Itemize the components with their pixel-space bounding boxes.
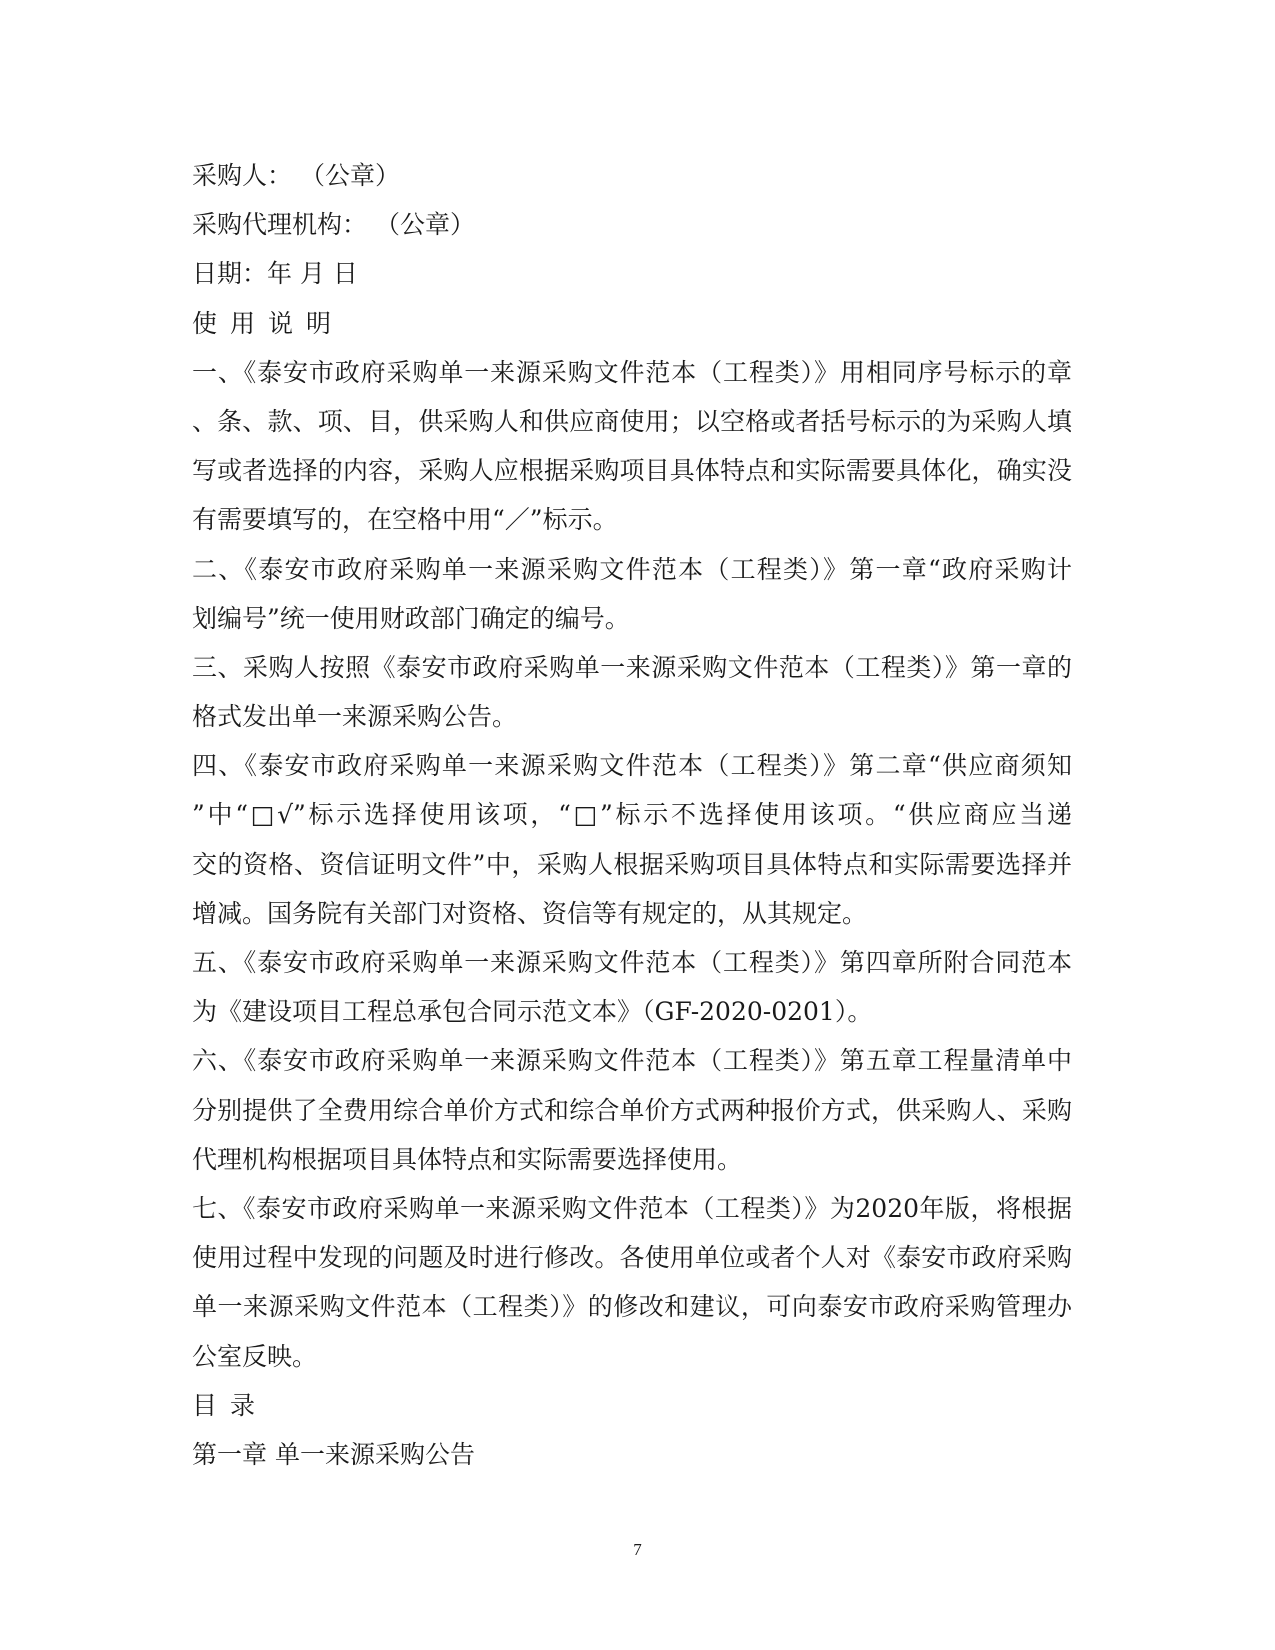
paragraph-line: 代理机构根据项目具体特点和实际需要选择使用。 <box>192 1144 743 1174</box>
toc-entry[interactable]: 第一章 单一来源采购公告 <box>192 1439 475 1469</box>
paragraph-line: 有需要填写的，在空格中用“／”标示。 <box>192 505 618 535</box>
paragraph-line: 、条、款、项、目，供采购人和供应商使用；以空格或者括号标示的为采购人填 <box>192 406 1072 436</box>
instruction-item-6 <box>192 1036 1072 1184</box>
toc-heading: 目录 <box>192 1390 269 1420</box>
paragraph-line: 写或者选择的内容，采购人应根据采购项目具体特点和实际需要具体化，确实没 <box>192 456 1072 486</box>
paragraph-line: 三、采购人按照《泰安市政府采购单一来源采购文件范本（工程类）》第一章的 <box>192 652 1072 682</box>
instruction-item-3 <box>192 643 1072 741</box>
paragraph-line: 增减。国务院有关部门对资格、资信等有规定的，从其规定。 <box>192 898 868 928</box>
paragraph-line: 划编号”统一使用财政部门确定的编号。 <box>192 603 630 633</box>
paragraph-line: 公室反映。 <box>192 1341 318 1371</box>
paragraph-line: 七、《泰安市政府采购单一来源采购文件范本（工程类）》为2020年版，将根据 <box>192 1193 1072 1223</box>
instruction-item-2 <box>192 545 1072 643</box>
paragraph-line: 一、《泰安市政府采购单一来源采购文件范本（工程类）》用相同序号标示的章 <box>192 357 1072 387</box>
page-number: 7 <box>633 1540 642 1559</box>
instruction-item-7 <box>192 1184 1072 1381</box>
paragraph-line: ”中“□√”标示选择使用该项，“□”标示不选择使用该项。“供应商应当递 <box>192 800 1072 830</box>
instruction-item-5 <box>192 938 1072 1036</box>
date-line: 日期：年 月 日 <box>192 259 358 289</box>
paragraph-line: 五、《泰安市政府采购单一来源采购文件范本（工程类）》第四章所附合同范本 <box>192 948 1072 977</box>
instruction-item-1 <box>192 348 1072 545</box>
paragraph-line: 二、《泰安市政府采购单一来源采购文件范本（工程类）》第一章“政府采购计 <box>192 554 1072 584</box>
paragraph-line: 四、《泰安市政府采购单一来源采购文件范本（工程类）》第二章“供应商须知 <box>192 751 1072 781</box>
paragraph-line: 六、《泰安市政府采购单一来源采购文件范本（工程类）》第五章工程量清单中 <box>192 1046 1072 1076</box>
instruction-item-4 <box>192 741 1072 938</box>
paragraph-line: 交的资格、资信证明文件”中，采购人根据采购项目具体特点和实际需要选择并 <box>192 849 1072 879</box>
document-body <box>192 151 1072 1479</box>
paragraph-line: 分别提供了全费用综合单价方式和综合单价方式两种报价方式，供采购人、采购 <box>192 1095 1072 1125</box>
paragraph-line: 格式发出单一来源采购公告。 <box>192 702 518 732</box>
paragraph-line: 单一来源采购文件范本（工程类）》的修改和建议，可向泰安市政府采购管理办 <box>192 1292 1072 1322</box>
paragraph-line: 使用过程中发现的问题及时进行修改。各使用单位或者个人对《泰安市政府采购 <box>192 1243 1072 1273</box>
agency-seal-line: 采购代理机构： （公章） <box>192 210 475 240</box>
instructions-heading: 使用说明 <box>192 308 345 338</box>
purchaser-seal-line: 采购人： （公章） <box>192 161 400 190</box>
paragraph-line: 为《建设项目工程总承包合同示范文本》（GF-2020-0201）。 <box>192 997 873 1027</box>
